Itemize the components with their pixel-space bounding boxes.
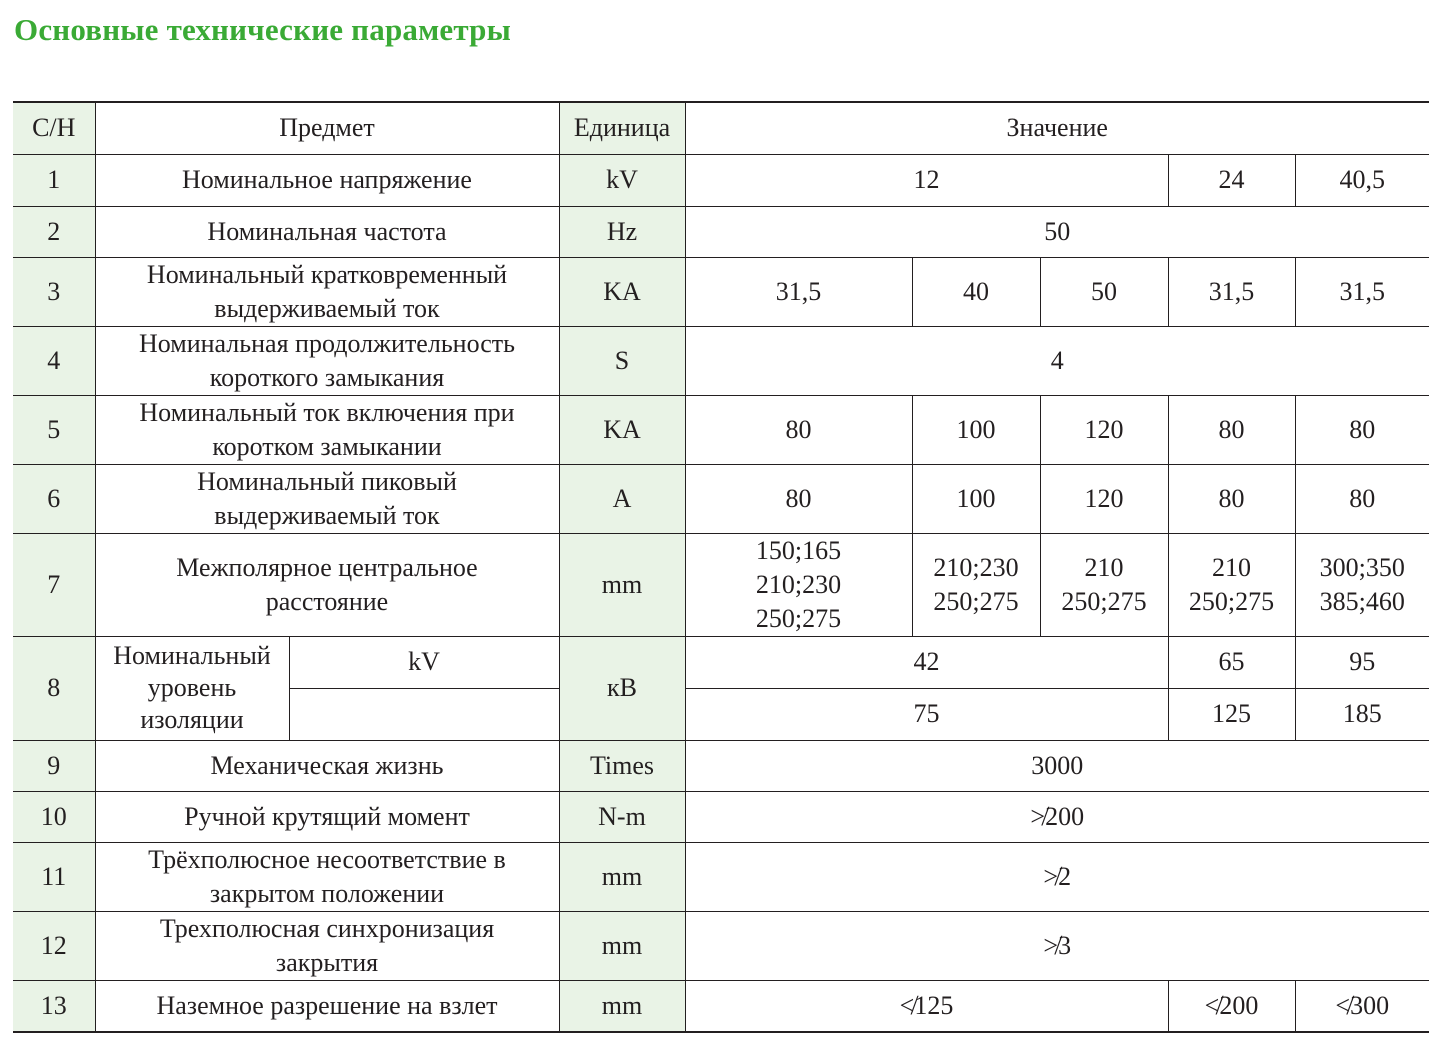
row-unit: mm xyxy=(559,980,685,1032)
row-value: 100 xyxy=(912,464,1040,533)
row-unit: mm xyxy=(559,911,685,980)
row-unit: Times xyxy=(559,740,685,791)
row-sub-label: kV xyxy=(289,636,559,688)
row-unit: kV xyxy=(559,154,685,206)
table-row xyxy=(13,154,1429,206)
row-sn: 4 xyxy=(13,326,95,395)
table-row xyxy=(13,326,1429,395)
row-value: 24 xyxy=(1168,154,1295,206)
row-value: 210 250;275 xyxy=(1040,533,1168,636)
row-sn: 11 xyxy=(13,842,95,911)
page-title: Основные технические параметры xyxy=(14,12,512,47)
row-value: 31,5 xyxy=(1168,257,1295,326)
header-value: Значение xyxy=(685,102,1429,154)
table-row xyxy=(13,257,1429,326)
row-value: ≮300 xyxy=(1295,980,1429,1032)
row-value: 80 xyxy=(1295,395,1429,464)
row-sn: 5 xyxy=(13,395,95,464)
table-row xyxy=(13,740,1429,791)
row-value: 210;230 250;275 xyxy=(912,533,1040,636)
row-value: 31,5 xyxy=(685,257,912,326)
row-item: Наземное разрешение на взлет xyxy=(95,980,559,1032)
row-sub-label xyxy=(289,688,559,740)
row-sn: 9 xyxy=(13,740,95,791)
row-value: 80 xyxy=(1295,464,1429,533)
row-unit: кВ xyxy=(559,636,685,740)
row-value: 4 xyxy=(685,326,1429,395)
row-value: 80 xyxy=(685,464,912,533)
row-value: 65 xyxy=(1168,636,1295,688)
row-sn: 3 xyxy=(13,257,95,326)
row-value: 40 xyxy=(912,257,1040,326)
row-item: Межполярное центральное расстояние xyxy=(95,533,559,636)
row-sn: 10 xyxy=(13,791,95,842)
header-unit: Единица xyxy=(559,102,685,154)
row-item: Номинальный ток включения при коротком замыкании xyxy=(95,395,559,464)
table-header-row xyxy=(13,102,1429,154)
row-value: 125 xyxy=(1168,688,1295,740)
row-item: Трёхполюсное несоответствие в закрытом положении xyxy=(95,842,559,911)
row-value: 80 xyxy=(685,395,912,464)
row-item: Номинальный пиковый выдерживаемый ток xyxy=(95,464,559,533)
row-value: 75 xyxy=(685,688,1168,740)
row-value: 185 xyxy=(1295,688,1429,740)
row-value: 50 xyxy=(1040,257,1168,326)
row-unit: N-m xyxy=(559,791,685,842)
row-value: 100 xyxy=(912,395,1040,464)
row-item: Номинальная продолжительность короткого замыкания xyxy=(95,326,559,395)
row-value: ≯2 xyxy=(685,842,1429,911)
table-row xyxy=(13,980,1429,1032)
table-row xyxy=(13,791,1429,842)
table-row xyxy=(13,395,1429,464)
row-value: 3000 xyxy=(685,740,1429,791)
row-value: 120 xyxy=(1040,464,1168,533)
row-value: 31,5 xyxy=(1295,257,1429,326)
row-value: 95 xyxy=(1295,636,1429,688)
row-value: ≯3 xyxy=(685,911,1429,980)
table-row xyxy=(13,533,1429,636)
row-unit: mm xyxy=(559,842,685,911)
row-value: 12 xyxy=(685,154,1168,206)
row-value: 80 xyxy=(1168,395,1295,464)
header-sn: С/Н xyxy=(13,102,95,154)
row-item: Трехполюсная синхронизация закрытия xyxy=(95,911,559,980)
row-sn: 2 xyxy=(13,206,95,257)
row-unit: Hz xyxy=(559,206,685,257)
row-sn: 1 xyxy=(13,154,95,206)
row-item: Номинальная частота xyxy=(95,206,559,257)
table-row xyxy=(13,464,1429,533)
row-value: ≮200 xyxy=(1168,980,1295,1032)
row-value: 120 xyxy=(1040,395,1168,464)
row-item: Номинальный кратковременный выдерживаемый ток xyxy=(95,257,559,326)
row-value: 300;350 385;460 xyxy=(1295,533,1429,636)
row-value: 210 250;275 xyxy=(1168,533,1295,636)
row-value: 40,5 xyxy=(1295,154,1429,206)
row-value: 80 xyxy=(1168,464,1295,533)
header-item: Предмет xyxy=(95,102,559,154)
row-sn: 13 xyxy=(13,980,95,1032)
row-sn: 8 xyxy=(13,636,95,740)
row-value: 50 xyxy=(685,206,1429,257)
row-value: ≯200 xyxy=(685,791,1429,842)
row-item: Номинальный уровень изоляции xyxy=(95,636,289,740)
row-unit: KA xyxy=(559,257,685,326)
row-sn: 6 xyxy=(13,464,95,533)
table-row xyxy=(13,842,1429,911)
row-unit: S xyxy=(559,326,685,395)
row-value: 150;165 210;230 250;275 xyxy=(685,533,912,636)
row-item: Ручной крутящий момент xyxy=(95,791,559,842)
row-unit: A xyxy=(559,464,685,533)
row-unit: KA xyxy=(559,395,685,464)
row-unit: mm xyxy=(559,533,685,636)
row-sn: 7 xyxy=(13,533,95,636)
row-item: Номинальное напряжение xyxy=(95,154,559,206)
row-sn: 12 xyxy=(13,911,95,980)
row-value: 42 xyxy=(685,636,1168,688)
table-row xyxy=(13,206,1429,257)
row-item: Механическая жизнь xyxy=(95,740,559,791)
table-row xyxy=(13,911,1429,980)
row-value: ≮125 xyxy=(685,980,1168,1032)
table-row xyxy=(13,636,1429,688)
parameters-table xyxy=(13,101,1429,1033)
